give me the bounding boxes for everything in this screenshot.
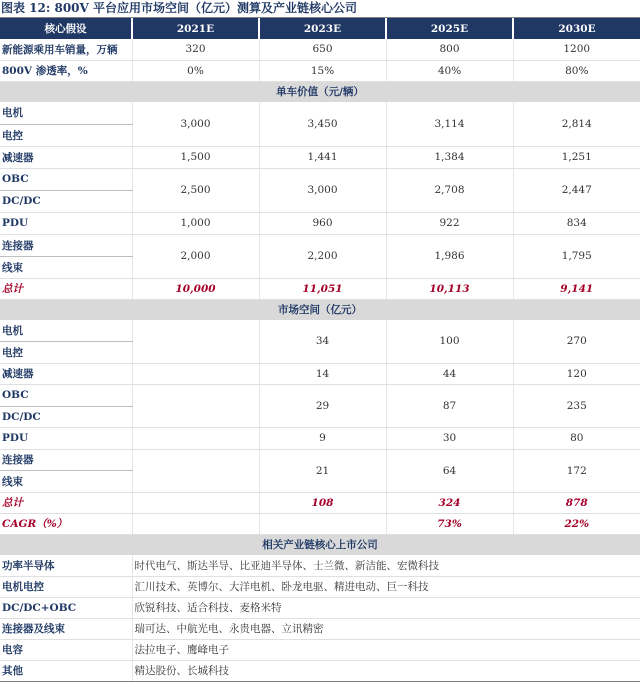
company-row xyxy=(0,660,640,681)
row-value: 120 xyxy=(513,363,640,385)
cagr-label: CAGR（%） xyxy=(0,513,132,534)
row-label: 电控 xyxy=(0,342,132,364)
cagr-value: 73% xyxy=(386,513,513,534)
assumption-value: 80% xyxy=(513,60,640,81)
section-header xyxy=(0,299,640,320)
row-value: 14 xyxy=(259,363,386,385)
row-value: 1,251 xyxy=(513,146,640,168)
header-assumption: 核心假设 xyxy=(0,18,132,39)
row-label: PDU xyxy=(0,212,132,234)
section-header xyxy=(0,534,640,555)
company-category: 电机电控 xyxy=(0,576,132,597)
row-value: 1,384 xyxy=(386,146,513,168)
row-label: PDU xyxy=(0,428,132,450)
cagr-value xyxy=(132,513,259,534)
table-row xyxy=(0,168,640,190)
company-names: 精达股份、长城科技 xyxy=(132,660,640,681)
header-year: 2030E xyxy=(513,18,640,39)
total-value: 108 xyxy=(259,492,386,513)
row-value: 960 xyxy=(259,212,386,234)
row-label: DC/DC xyxy=(0,406,132,428)
assumption-label: 新能源乘用车销量，万辆 xyxy=(0,39,132,60)
header-row xyxy=(0,18,640,39)
row-label: 电机 xyxy=(0,102,132,124)
table-row xyxy=(0,234,640,256)
company-category: 连接器及线束 xyxy=(0,618,132,639)
row-value: 3,000 xyxy=(259,168,386,212)
row-label: 减速器 xyxy=(0,146,132,168)
table-row xyxy=(0,385,640,407)
company-category: 电容 xyxy=(0,639,132,660)
market-table xyxy=(0,18,640,682)
table-row xyxy=(0,428,640,450)
row-value: 1,441 xyxy=(259,146,386,168)
row-value: 834 xyxy=(513,212,640,234)
row-value: 2,000 xyxy=(132,234,259,278)
assumption-value: 0% xyxy=(132,60,259,81)
table-row xyxy=(0,449,640,471)
row-value xyxy=(132,428,259,450)
row-value: 29 xyxy=(259,385,386,428)
row-value: 172 xyxy=(513,449,640,492)
row-value: 2,500 xyxy=(132,168,259,212)
total-value: 878 xyxy=(513,492,640,513)
total-row xyxy=(0,492,640,513)
row-value: 64 xyxy=(386,449,513,492)
section-title: 单车价值（元/辆） xyxy=(0,81,640,102)
row-value: 2,814 xyxy=(513,102,640,146)
table-row xyxy=(0,363,640,385)
row-value: 2,447 xyxy=(513,168,640,212)
total-value xyxy=(132,492,259,513)
total-value: 10,113 xyxy=(386,278,513,299)
row-label: 连接器 xyxy=(0,234,132,256)
assumption-value: 40% xyxy=(386,60,513,81)
company-names: 时代电气、斯达半导、比亚迪半导体、士兰微、新洁能、宏微科技 xyxy=(132,555,640,576)
row-value: 235 xyxy=(513,385,640,428)
row-value: 87 xyxy=(386,385,513,428)
total-label: 总计 xyxy=(0,492,132,513)
assumption-row xyxy=(0,39,640,60)
row-label: 减速器 xyxy=(0,363,132,385)
row-value: 3,450 xyxy=(259,102,386,146)
company-names: 法拉电子、鹰峰电子 xyxy=(132,639,640,660)
row-value: 34 xyxy=(259,320,386,363)
section-title: 市场空间（亿元） xyxy=(0,299,640,320)
total-label: 总计 xyxy=(0,278,132,299)
total-value: 10,000 xyxy=(132,278,259,299)
row-value: 1,000 xyxy=(132,212,259,234)
table-row xyxy=(0,320,640,342)
company-row xyxy=(0,597,640,618)
table-row xyxy=(0,146,640,168)
company-names: 瑞可达、中航光电、永贵电器、立讯精密 xyxy=(132,618,640,639)
total-value: 9,141 xyxy=(513,278,640,299)
company-category: 功率半导体 xyxy=(0,555,132,576)
company-category: DC/DC+OBC xyxy=(0,597,132,618)
row-value xyxy=(132,449,259,492)
assumption-value: 800 xyxy=(386,39,513,60)
cagr-value: 22% xyxy=(513,513,640,534)
row-label: 电控 xyxy=(0,124,132,146)
row-label: OBC xyxy=(0,168,132,190)
row-value: 21 xyxy=(259,449,386,492)
total-row xyxy=(0,278,640,299)
assumption-value: 650 xyxy=(259,39,386,60)
row-label: OBC xyxy=(0,385,132,407)
table-row xyxy=(0,102,640,124)
row-value xyxy=(132,363,259,385)
row-value: 1,795 xyxy=(513,234,640,278)
row-value xyxy=(132,385,259,428)
row-value: 3,114 xyxy=(386,102,513,146)
row-label: 连接器 xyxy=(0,449,132,471)
assumption-value: 15% xyxy=(259,60,386,81)
header-year: 2025E xyxy=(386,18,513,39)
row-value: 270 xyxy=(513,320,640,363)
row-value: 3,000 xyxy=(132,102,259,146)
row-value: 1,500 xyxy=(132,146,259,168)
row-value: 30 xyxy=(386,428,513,450)
row-label: 线束 xyxy=(0,256,132,278)
row-value: 922 xyxy=(386,212,513,234)
company-row xyxy=(0,555,640,576)
figure-title: 图表 12: 800V 平台应用市场空间（亿元）测算及产业链核心公司 xyxy=(0,0,640,18)
assumption-label: 800V 渗透率，% xyxy=(0,60,132,81)
row-value: 44 xyxy=(386,363,513,385)
total-value: 11,051 xyxy=(259,278,386,299)
row-value: 9 xyxy=(259,428,386,450)
company-names: 汇川技术、英博尔、大洋电机、卧龙电驱、精进电动、巨一科技 xyxy=(132,576,640,597)
cagr-row xyxy=(0,513,640,534)
total-value: 324 xyxy=(386,492,513,513)
header-year: 2023E xyxy=(259,18,386,39)
row-value: 1,986 xyxy=(386,234,513,278)
header-year: 2021E xyxy=(132,18,259,39)
company-row xyxy=(0,639,640,660)
company-category: 其他 xyxy=(0,660,132,681)
section-title: 相关产业链核心上市公司 xyxy=(0,534,640,555)
row-value: 80 xyxy=(513,428,640,450)
row-value: 2,200 xyxy=(259,234,386,278)
row-value: 100 xyxy=(386,320,513,363)
company-names: 欣锐科技、适合科技、麦格米特 xyxy=(132,597,640,618)
section-header xyxy=(0,81,640,102)
assumption-value: 320 xyxy=(132,39,259,60)
row-label: 电机 xyxy=(0,320,132,342)
assumption-row xyxy=(0,60,640,81)
table-row xyxy=(0,212,640,234)
company-row xyxy=(0,576,640,597)
row-label: 线束 xyxy=(0,471,132,493)
row-value: 2,708 xyxy=(386,168,513,212)
row-label: DC/DC xyxy=(0,190,132,212)
cagr-value xyxy=(259,513,386,534)
company-row xyxy=(0,618,640,639)
row-value xyxy=(132,320,259,363)
assumption-value: 1200 xyxy=(513,39,640,60)
